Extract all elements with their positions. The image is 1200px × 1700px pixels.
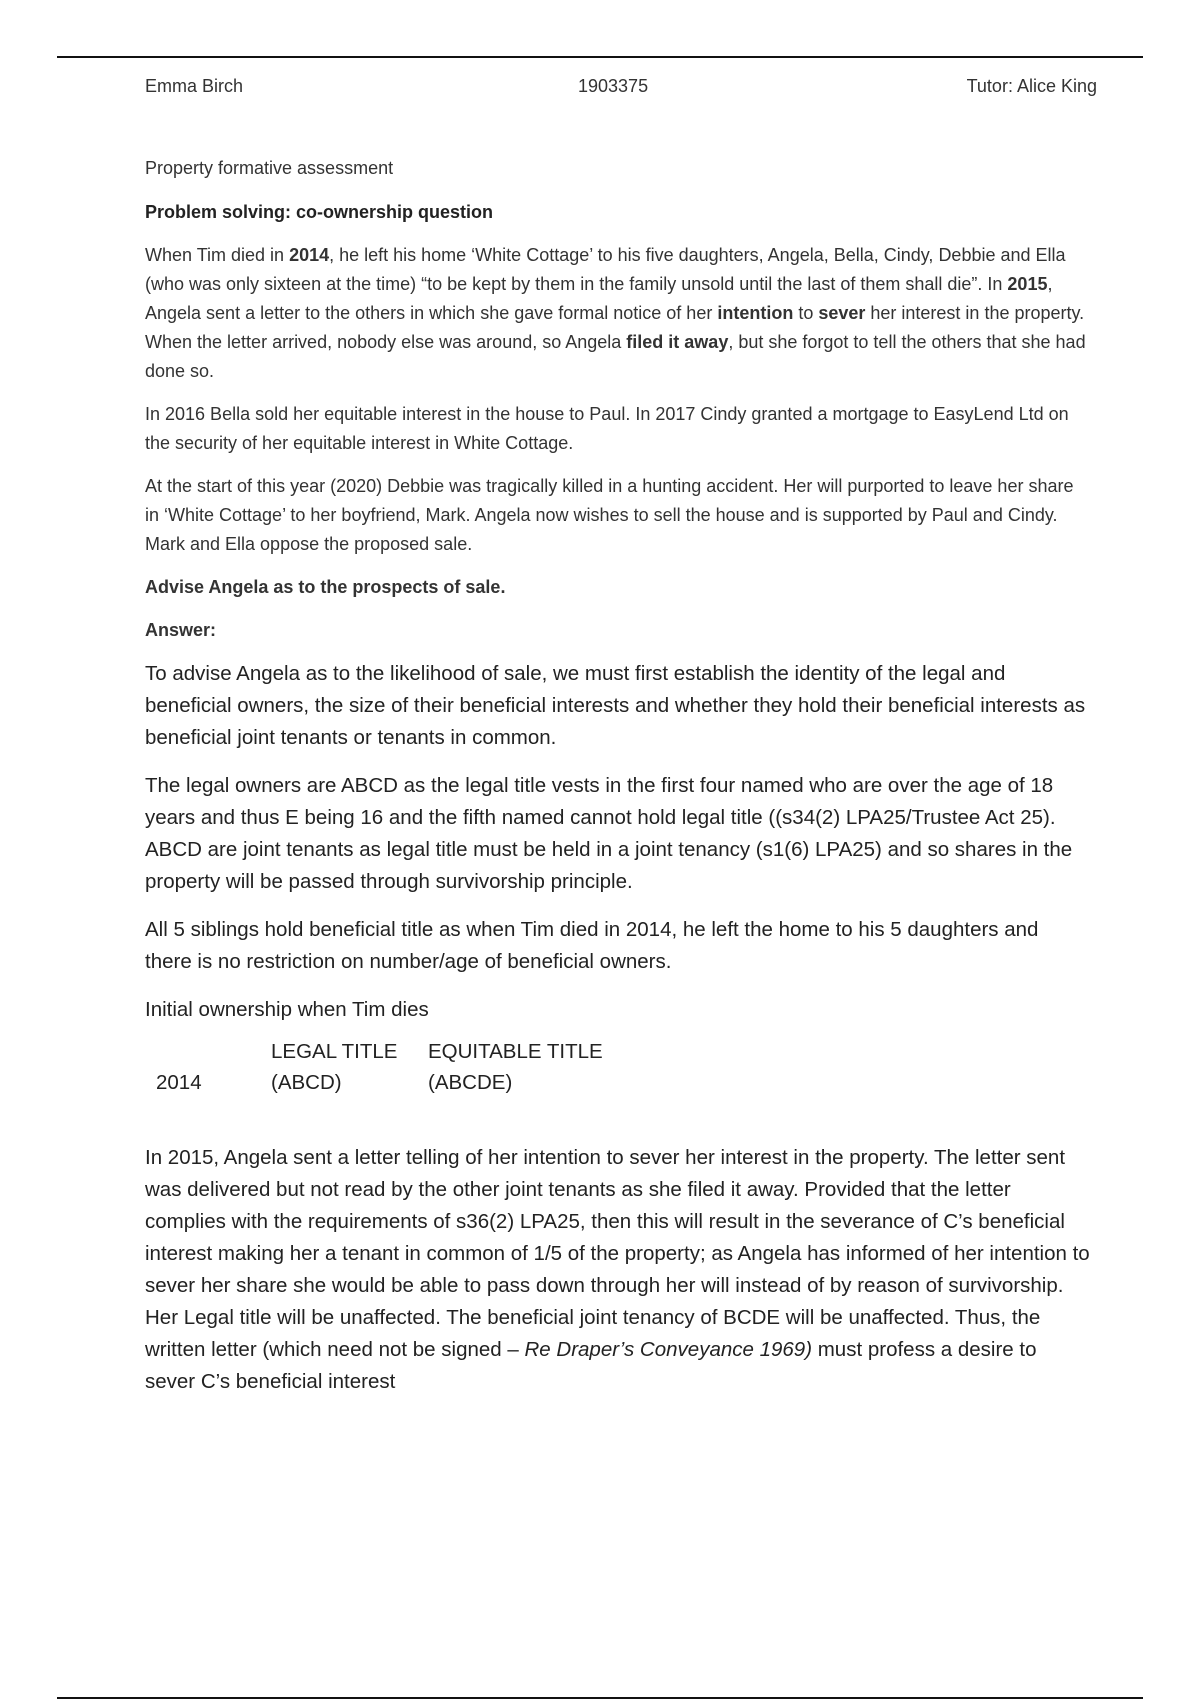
answer-paragraph-1: To advise Angela as to the likelihood of sale, we must first establish the identity of the legal and beneficial owners, the size of their beneficial interests and whether they hold their beneficial interests as beneficial joint tenants or tenants in common. bbox=[145, 662, 1086, 749]
document-title: Property formative assessment bbox=[145, 158, 394, 178]
question-heading: Problem solving: co-ownership question bbox=[145, 202, 494, 222]
ownership-table bbox=[145, 1040, 1090, 1120]
footer-rule bbox=[57, 1697, 1143, 1699]
question-prompt: Advise Angela as to the prospects of sale. bbox=[145, 577, 506, 597]
question-paragraph-2: In 2016 Bella sold her equitable interest in the house to Paul. In 2017 Cindy granted a mortgage to EasyLend Ltd on the security of her equitable interest in White Cottage. bbox=[145, 404, 1069, 453]
question-paragraph-3: At the start of this year (2020) Debbie was tragically killed in a hunting accident. Her will purported to leave her share in ‘White Cottage’ to her boyfriend, Mark. Angela now wishes to sell the house and is supported by Paul and Cindy. Mark and Ella oppose the proposed sale. bbox=[145, 476, 1074, 554]
document-body bbox=[145, 154, 1090, 1414]
tutor-name: Tutor: Alice King bbox=[966, 76, 1097, 96]
question-paragraph-1: When Tim died in 2014, he left his home ‘White Cottage’ to his five daughters, Angela, Bella, Cindy, Debbie and Ella (who was only sixteen at the time) “to be kept by them in the family unsold until the last of them shall die”. In 2015, Angela sent a letter to the others in which she gave formal notice of her intention to sever her interest in the property. When the letter arrived, nobody else was around, so Angela filed it away, but she forgot to tell the others that she had done so. bbox=[145, 245, 1086, 381]
answer-paragraph-3: All 5 siblings hold beneficial title as when Tim died in 2014, he left the home to his 5 daughters and there is no restriction on number/age of beneficial owners. bbox=[145, 918, 1039, 973]
header-rule bbox=[57, 56, 1143, 58]
page-header bbox=[145, 76, 1097, 100]
student-name: Emma Birch bbox=[145, 76, 244, 96]
student-id: 1903375 bbox=[578, 76, 649, 96]
answer-label: Answer: bbox=[145, 620, 217, 640]
table-year: 2014 bbox=[156, 1071, 202, 1094]
equitable-title-header: EQUITABLE TITLE bbox=[428, 1040, 603, 1063]
answer-paragraph-5: In 2015, Angela sent a letter telling of her intention to sever her interest in the property. The letter sent was delivered but not read by the other joint tenants as she filed it away. Provided that the letter complies with the requirements of s36(2) LPA25, then this will result in the severance of C’s beneficial interest making her a tenant in common of 1/5 of the property; as Angela has informed of her intention to sever her share she would be able to pass down through her will instead of by reason of survivorship. Her Legal title will be unaffected. The beneficial joint tenancy of BCDE will be unaffected. Thus, the written letter (which need not be signed – Re Draper’s Conveyance 1969) must profess a desire to sever C’s beneficial interest bbox=[145, 1146, 1090, 1393]
legal-title-header: LEGAL TITLE bbox=[271, 1040, 398, 1063]
equitable-title-value: (ABCDE) bbox=[428, 1071, 513, 1094]
legal-title-value: (ABCD) bbox=[271, 1071, 342, 1094]
answer-paragraph-4: Initial ownership when Tim dies bbox=[145, 998, 429, 1021]
answer-paragraph-2: The legal owners are ABCD as the legal title vests in the first four named who are over the age of 18 years and thus E being 16 and the fifth named cannot hold legal title ((s34(2) LPA25/Trustee Act 25). ABCD are joint tenants as legal title must be held in a joint tenancy (s1(6) LPA25) and so shares in the property will be passed through survivorship principle. bbox=[145, 774, 1073, 893]
